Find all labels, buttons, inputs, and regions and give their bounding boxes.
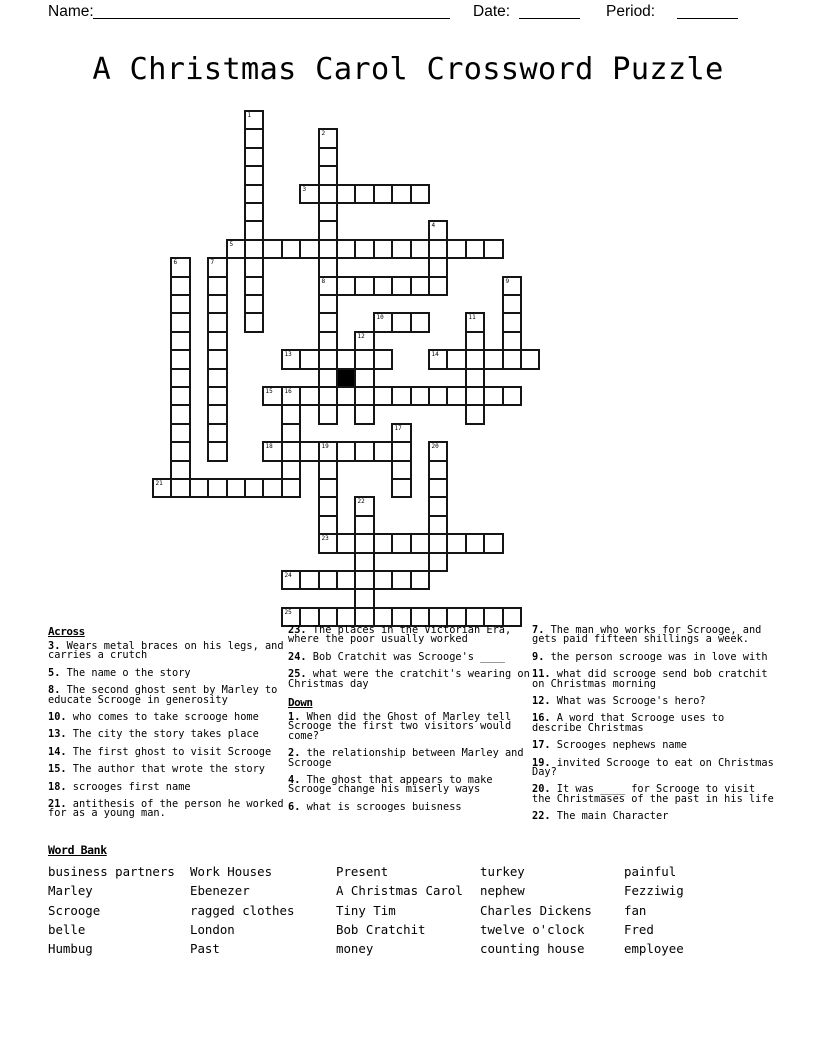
across-heading: Across <box>48 625 85 638</box>
grid-cell[interactable] <box>170 423 191 443</box>
grid-cell-16[interactable] <box>281 386 301 406</box>
grid-cell-12[interactable] <box>354 331 375 351</box>
grid-cell[interactable] <box>244 128 264 149</box>
grid-cell[interactable] <box>281 441 301 462</box>
grid-cell[interactable] <box>502 331 522 351</box>
word-bank-word: Tiny Tim <box>336 902 396 918</box>
grid-cell[interactable] <box>354 239 375 259</box>
word-bank-word: nephew <box>480 883 525 899</box>
grid-cell[interactable] <box>318 165 338 186</box>
grid-cell[interactable] <box>391 533 412 554</box>
grid-cell[interactable] <box>244 312 264 333</box>
grid-cell-10[interactable] <box>373 312 393 333</box>
grid-cell[interactable] <box>318 496 338 517</box>
grid-cell[interactable] <box>428 460 448 480</box>
grid-cell[interactable] <box>428 515 448 535</box>
word-bank-word: turkey <box>480 864 525 879</box>
grid-cell[interactable] <box>373 441 393 462</box>
cell-number: 10 <box>376 314 384 321</box>
word-bank-column <box>480 862 592 958</box>
grid-cell-18[interactable] <box>262 441 283 462</box>
grid-cell[interactable] <box>354 515 375 535</box>
grid-cell[interactable] <box>318 147 338 167</box>
grid-cell[interactable] <box>354 276 375 296</box>
name-label: Name: <box>48 3 94 20</box>
clue-8: 8. The second ghost sent by Marley to educate Scrooge in generosity <box>48 684 278 706</box>
cell-number: 4 <box>431 222 436 229</box>
grid-cell[interactable] <box>336 570 356 590</box>
word-bank-word: Fred <box>624 921 654 937</box>
grid-cell[interactable] <box>281 478 301 498</box>
grid-cell[interactable] <box>281 460 301 480</box>
grid-cell[interactable] <box>244 147 264 167</box>
word-bank-word: ragged clothes <box>190 902 295 918</box>
grid-cell[interactable] <box>318 478 338 498</box>
clue-20: 20. It was ____ for Scrooge to visit the Christmases of the past in his life <box>532 783 774 805</box>
clue-22: 22. The main Character <box>532 810 669 823</box>
grid-cell[interactable] <box>336 239 356 259</box>
grid-cell[interactable] <box>483 386 504 406</box>
grid-cell[interactable] <box>354 368 375 388</box>
grid-cell[interactable] <box>262 239 283 259</box>
grid-cell[interactable] <box>391 460 412 480</box>
grid-cell[interactable] <box>428 386 448 406</box>
word-bank-word: twelve o'clock <box>480 921 585 937</box>
cell-number: 6 <box>173 259 178 266</box>
grid-cell[interactable] <box>391 239 412 259</box>
grid-cell[interactable] <box>446 386 467 406</box>
grid-cell[interactable] <box>373 276 393 296</box>
grid-cell[interactable] <box>336 276 356 296</box>
grid-cell-5[interactable] <box>226 239 246 259</box>
clue-23: 23. The places in the Victorian Era, where the poor usually worked <box>288 624 512 646</box>
page-title: A Christmas Carol Crossword Puzzle <box>92 52 724 87</box>
cell-number: 3 <box>302 186 307 193</box>
grid-cell[interactable] <box>391 570 412 590</box>
cell-number: 19 <box>321 443 329 450</box>
grid-cell[interactable] <box>428 257 448 278</box>
grid-cell[interactable] <box>502 312 522 333</box>
grid-cell[interactable] <box>318 202 338 222</box>
grid-cell[interactable] <box>391 184 412 204</box>
grid-cell-21[interactable] <box>152 478 172 498</box>
grid-cell-11[interactable] <box>465 312 485 333</box>
grid-cell-19[interactable] <box>318 441 338 462</box>
clue-column-2 <box>288 626 534 820</box>
grid-cell[interactable] <box>410 239 430 259</box>
grid-cell[interactable] <box>373 386 393 406</box>
cell-number: 12 <box>357 333 365 340</box>
word-bank-column <box>336 862 463 958</box>
grid-cell[interactable] <box>354 570 375 590</box>
grid-cell[interactable] <box>207 312 228 333</box>
clue-18: 18. scrooges first name <box>48 780 191 793</box>
grid-cell[interactable] <box>170 349 191 370</box>
grid-cell[interactable] <box>410 570 430 590</box>
clue-19: 19. invited Scrooge to eat on Christmas Day? <box>532 756 774 779</box>
clue-21: 21. antithesis of the person he worked for as a young man. <box>48 798 284 820</box>
crossword-grid <box>152 110 541 628</box>
grid-cell[interactable] <box>244 239 264 259</box>
grid-cell[interactable] <box>446 239 467 259</box>
cell-number: 18 <box>265 443 273 450</box>
cell-number: 16 <box>284 388 292 395</box>
grid-cell[interactable] <box>410 184 430 204</box>
grid-cell[interactable] <box>354 552 375 572</box>
grid-cell[interactable] <box>189 478 209 498</box>
clue-column-3 <box>532 626 778 830</box>
grid-cell[interactable] <box>318 515 338 535</box>
cell-number: 20 <box>431 443 439 450</box>
word-bank-word: London <box>190 921 235 937</box>
cell-number: 9 <box>505 278 510 285</box>
grid-cell[interactable] <box>318 331 338 351</box>
grid-cell[interactable] <box>336 184 356 204</box>
cell-number: 15 <box>265 388 273 395</box>
cell-number: 5 <box>229 241 234 248</box>
grid-cell[interactable] <box>281 423 301 443</box>
grid-cell[interactable] <box>410 386 430 406</box>
grid-cell[interactable] <box>502 386 522 406</box>
grid-cell[interactable] <box>318 257 338 278</box>
grid-cell[interactable] <box>373 570 393 590</box>
grid-cell-9[interactable] <box>502 276 522 296</box>
grid-cell[interactable] <box>354 386 375 406</box>
cell-number: 11 <box>468 314 476 321</box>
clue-7: 7. The man who works for Scrooge, and gets paid fifteen shillings a week. <box>532 624 762 646</box>
grid-cell[interactable] <box>299 441 320 462</box>
clue-4: 4. The ghost that appears to make Scrooge change his miserly ways <box>288 774 493 796</box>
grid-cell[interactable] <box>354 441 375 462</box>
cell-number: 13 <box>284 351 292 358</box>
word-bank-word: counting house <box>480 941 585 957</box>
word-bank-column <box>48 862 175 958</box>
grid-cell[interactable] <box>226 478 246 498</box>
grid-cell[interactable] <box>207 478 228 498</box>
grid-cell[interactable] <box>170 460 191 480</box>
clue-column-1 <box>48 626 294 827</box>
grid-cell[interactable] <box>336 441 356 462</box>
grid-cell[interactable] <box>244 220 264 241</box>
grid-cell[interactable] <box>428 496 448 517</box>
grid-cell[interactable] <box>354 184 375 204</box>
grid-cell[interactable] <box>465 404 485 425</box>
grid-cell[interactable] <box>465 239 485 259</box>
word-bank-word: Present <box>336 864 389 879</box>
date-blank-line[interactable] <box>519 18 580 19</box>
word-bank-word: Scrooge <box>48 902 101 918</box>
clue-24: 24. Bob Cratchit was Scrooge's ____ <box>288 650 505 663</box>
clue-2: 2. the relationship between Marley and Scrooge <box>288 747 524 769</box>
grid-cell[interactable] <box>483 349 504 370</box>
grid-cell-3[interactable] <box>299 184 320 204</box>
clue-14: 14. The first ghost to visit Scrooge <box>48 745 272 758</box>
grid-cell-24[interactable] <box>281 570 301 590</box>
word-bank-word: fan <box>624 902 647 918</box>
word-bank-word: Work Houses <box>190 864 273 879</box>
period-blank-line[interactable] <box>677 18 738 19</box>
grid-cell[interactable] <box>318 294 338 314</box>
grid-cell[interactable] <box>170 331 191 351</box>
cell-number: 2 <box>321 130 326 137</box>
clue-13: 13. The city the story takes place <box>48 728 259 741</box>
grid-cell[interactable] <box>391 276 412 296</box>
grid-cell[interactable] <box>318 239 338 259</box>
grid-cell[interactable] <box>207 294 228 314</box>
grid-cell[interactable] <box>207 331 228 351</box>
grid-cell[interactable] <box>207 441 228 462</box>
grid-cell[interactable] <box>207 404 228 425</box>
grid-cell[interactable] <box>428 533 448 554</box>
grid-cell[interactable] <box>281 239 301 259</box>
grid-cell[interactable] <box>170 312 191 333</box>
word-bank-word: Charles Dickens <box>480 902 592 918</box>
grid-cell[interactable] <box>446 349 467 370</box>
cell-number: 14 <box>431 351 439 358</box>
grid-cell[interactable] <box>391 386 412 406</box>
clue-17: 17. Scrooges nephews name <box>532 739 687 752</box>
grid-cell-14[interactable] <box>428 349 448 370</box>
grid-cell-2[interactable] <box>318 128 338 149</box>
word-bank-word: belle <box>48 921 86 937</box>
word-bank-column <box>624 862 684 958</box>
clue-12: 12. What was Scrooge's hero? <box>532 695 706 708</box>
grid-cell[interactable] <box>170 404 191 425</box>
grid-cell[interactable] <box>428 552 448 572</box>
grid-cell[interactable] <box>170 294 191 314</box>
word-bank-word: employee <box>624 941 684 957</box>
clue-10: 10. who comes to take scrooge home <box>48 711 259 724</box>
grid-cell[interactable] <box>410 312 430 333</box>
grid-cell[interactable] <box>170 386 191 406</box>
black-cell <box>336 368 356 388</box>
grid-cell[interactable] <box>336 386 356 406</box>
grid-cell[interactable] <box>465 386 485 406</box>
grid-cell[interactable] <box>244 294 264 314</box>
clue-1: 1. When did the Ghost of Marley tell Scrooge the first two visitors would come? <box>288 711 512 742</box>
grid-cell[interactable] <box>428 478 448 498</box>
word-bank-word: money <box>336 941 374 957</box>
grid-cell[interactable] <box>318 349 338 370</box>
grid-cell[interactable] <box>318 368 338 388</box>
down-heading: Down <box>288 696 313 710</box>
word-bank-word: Ebenezer <box>190 883 250 899</box>
grid-cell[interactable] <box>336 349 356 370</box>
grid-cell[interactable] <box>207 386 228 406</box>
clue-25: 25. what were the cratchit's wearing on Christmas day <box>288 668 530 690</box>
grid-cell-4[interactable] <box>428 220 448 241</box>
grid-cell[interactable] <box>299 570 320 590</box>
grid-cell[interactable] <box>318 312 338 333</box>
grid-cell[interactable] <box>428 276 448 296</box>
grid-cell[interactable] <box>318 386 338 406</box>
grid-cell-17[interactable] <box>391 423 412 443</box>
grid-cell[interactable] <box>244 276 264 296</box>
grid-cell[interactable] <box>465 533 485 554</box>
cell-number: 23 <box>321 535 329 542</box>
grid-cell[interactable] <box>244 202 264 222</box>
grid-cell[interactable] <box>483 239 504 259</box>
cell-number: 1 <box>247 112 252 119</box>
grid-cell[interactable] <box>428 239 448 259</box>
grid-cell[interactable] <box>410 276 430 296</box>
cell-number: 17 <box>394 425 402 432</box>
grid-cell[interactable] <box>502 294 522 314</box>
grid-cell[interactable] <box>373 349 393 370</box>
grid-cell[interactable] <box>299 239 320 259</box>
grid-cell[interactable] <box>244 478 264 498</box>
clue-11: 11. what did scrooge send bob cratchit on Christmas morning <box>532 668 768 690</box>
grid-cell[interactable] <box>391 478 412 498</box>
clue-15: 15. The author that wrote the story <box>48 763 265 776</box>
word-bank-word: Bob Cratchit <box>336 921 426 937</box>
clue-16: 16. A word that Scrooge uses to describe Christmas <box>532 712 725 734</box>
word-bank-word: Past <box>190 941 220 957</box>
grid-cell-22[interactable] <box>354 496 375 517</box>
grid-cell[interactable] <box>318 404 338 425</box>
grid-cell-15[interactable] <box>262 386 283 406</box>
grid-cell[interactable] <box>354 588 375 609</box>
grid-cell[interactable] <box>465 368 485 388</box>
grid-cell[interactable] <box>207 349 228 370</box>
grid-cell[interactable] <box>354 349 375 370</box>
clue-9: 9. the person scrooge was in love with <box>532 650 768 663</box>
cell-number: 21 <box>155 480 163 487</box>
grid-cell-1[interactable] <box>244 110 264 130</box>
word-bank-column <box>190 862 294 958</box>
grid-cell[interactable] <box>483 533 504 554</box>
word-bank-word: business partners <box>48 864 175 879</box>
cell-number: 24 <box>284 572 292 579</box>
grid-cell[interactable] <box>318 220 338 241</box>
grid-cell[interactable] <box>465 331 485 351</box>
grid-cell-20[interactable] <box>428 441 448 462</box>
grid-cell[interactable] <box>373 533 393 554</box>
grid-cell[interactable] <box>520 349 540 370</box>
clue-6: 6. what is scrooges buisness <box>288 800 462 813</box>
period-label: Period: <box>606 3 656 20</box>
grid-cell-23[interactable] <box>318 533 338 554</box>
grid-cell[interactable] <box>170 478 191 498</box>
word-bank-word: Humbug <box>48 941 93 957</box>
cell-number: 7 <box>210 259 215 266</box>
word-bank-word: Marley <box>48 883 93 899</box>
grid-cell-13[interactable] <box>281 349 301 370</box>
grid-cell[interactable] <box>262 478 283 498</box>
grid-cell-8[interactable] <box>318 276 338 296</box>
grid-cell[interactable] <box>318 184 338 204</box>
grid-cell[interactable] <box>410 533 430 554</box>
grid-cell[interactable] <box>170 441 191 462</box>
grid-cell[interactable] <box>244 184 264 204</box>
grid-cell[interactable] <box>299 386 320 406</box>
cell-number: 22 <box>357 498 365 505</box>
grid-cell[interactable] <box>373 239 393 259</box>
clue-3: 3. Wears metal braces on his legs, and carries a crutch <box>48 640 284 662</box>
grid-cell[interactable] <box>244 257 264 278</box>
grid-cell[interactable] <box>299 349 320 370</box>
grid-cell[interactable] <box>170 368 191 388</box>
grid-cell[interactable] <box>354 404 375 425</box>
grid-cell-6[interactable] <box>170 257 191 278</box>
name-blank-line[interactable] <box>93 18 450 19</box>
cell-number: 8 <box>321 278 326 285</box>
grid-cell[interactable] <box>207 276 228 296</box>
grid-cell[interactable] <box>391 441 412 462</box>
grid-cell[interactable] <box>502 349 522 370</box>
grid-cell[interactable] <box>244 165 264 186</box>
grid-cell[interactable] <box>446 533 467 554</box>
date-label: Date: <box>473 3 511 20</box>
grid-cell[interactable] <box>465 349 485 370</box>
grid-cell[interactable] <box>354 533 375 554</box>
word-bank-heading: Word Bank <box>48 843 107 857</box>
grid-cell[interactable] <box>318 460 338 480</box>
grid-cell[interactable] <box>336 533 356 554</box>
grid-cell[interactable] <box>170 276 191 296</box>
grid-cell[interactable] <box>391 312 412 333</box>
grid-cell[interactable] <box>281 404 301 425</box>
grid-cell[interactable] <box>373 184 393 204</box>
word-bank-word: painful <box>624 864 677 879</box>
grid-cell[interactable] <box>207 423 228 443</box>
grid-cell[interactable] <box>207 368 228 388</box>
grid-cell-7[interactable] <box>207 257 228 278</box>
cell-number: 25 <box>284 609 292 616</box>
word-bank-word: Fezziwig <box>624 883 684 899</box>
clue-5: 5. The name o the story <box>48 666 191 679</box>
grid-cell[interactable] <box>318 570 338 590</box>
word-bank-word: A Christmas Carol <box>336 883 463 899</box>
